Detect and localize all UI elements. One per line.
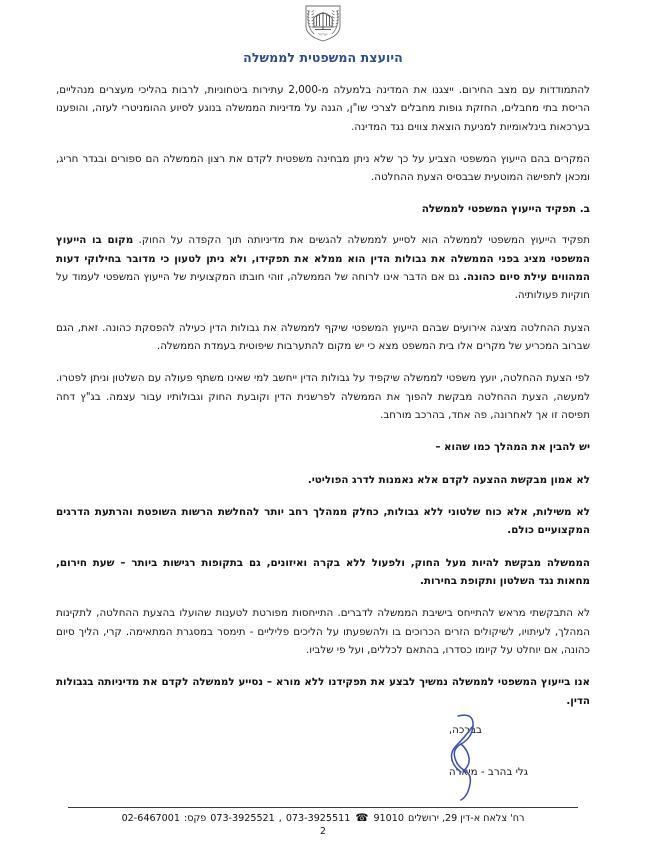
paragraph-3-emphasis: מקום בו הייעוץ המשפטי מציג בפני הממשלה את גבולות הדין הוא ממלא את תפקידו, ולא ניתן לטעון כי מדובר בחילוקי דעות המהווים עילת סיום כהונה. [56, 234, 590, 283]
page-number: 2 [320, 826, 326, 837]
paragraph-2: המקרים בהם הייעוץ המשפטי הצביע על כך שלא ניתן מבחינה משפטית לקדם את רצון הממשלה הם ספורים ובגדר חריג, ומכאן לתפישה המוטעית שבבסיס הצעת ההחלטה. [56, 152, 590, 184]
paragraph-3-post: גם אם הדבר אינו לרוחה של הממשלה, זוהי חובתו המקצועית של הייעוץ המשפטי לעמוד על חוקיות פעולותיה. [56, 270, 590, 302]
footer-phone-2: 073-3925521 [210, 813, 275, 824]
footer-fax-label: פקס: [183, 813, 207, 824]
bold-statement-4: הממשלה מבקשת להיות מעל החוק, ולפעול ללא בקרה ואיזונים, גם בתקופות רגישות ביותר – שעת חירום, מחאות נגד השלטון ותקופת בחירות. [56, 556, 590, 587]
footer-separator: , [278, 813, 282, 824]
footer-contact-line [0, 813, 646, 824]
footer-zip: 91010 [373, 813, 404, 824]
signature-greeting: בברכה, [448, 723, 482, 736]
footer-address: רח' צלאח א-דין 29, ירושלים [407, 813, 525, 824]
footer-fax-number: 02-6467001 [121, 813, 180, 824]
signature-name: גלי בהרב - מיארה [448, 765, 528, 778]
section-heading-b: ב. תפקיד הייעוץ המשפטי לממשלה [421, 202, 590, 215]
signature-block [56, 724, 590, 802]
paragraph-3 [56, 231, 590, 304]
israel-state-emblem-icon [300, 4, 346, 44]
paragraph-3-pre: תפקיד הייעוץ המשפטי לממשלה הוא לסייע לממשלה להגשים את מדיניותה תוך הקפדה על החוק. [133, 234, 591, 247]
phone-icon: ☎ [355, 812, 369, 824]
paragraph-1: להתמודדות עם מצב החירום. ייצגנו את המדינה בלמעלה מ-2,000 עתירות ביטחוניות, לרבות בהליכי מעצרים מנהליים, הריסת בתי מחבלים, החזקת גופות מחבלים לצרכי שו"ן, הגנה על מדיניות הממשלה בנוגע לסיוע ההומניטרי לעזה, והופענו בערכאות בינלאומיות למניעת הוצאת צווים נגד המדינה. [56, 84, 591, 133]
bold-statement-5: אנו בייעוץ המשפטי לממשלה נמשיך לבצע את תפקידנו ללא מורא – נסייע לממשלה לקדם את מדיניותה בגבולות הדין. [56, 676, 590, 707]
footer-phone-1: 073-3925511 [285, 813, 351, 824]
document-body [0, 65, 646, 802]
paragraph-6: לא התבקשתי מראש להתייחס בישיבת הממשלה לדברים. התייחסות מפורטת לטענות שהועלו בהצעת ההחלטה, לתקינות המהלך, לעיתויו, לשיקולים הזרים הכרוכים בו ולהשפעתו על הליכים פליליים - תימסר במסגרת המתאימה. קרי, הליך סיום כהונה, אם יוחלט על קיומו כסדרו, בהתאם לכללים, ועל פי שלביו. [56, 607, 590, 656]
paragraph-4: הצעת ההחלטה מציגה אירועים שבהם הייעוץ המשפטי שיקף לממשלה את גבולות הדין כעילה להפסקת כהונה. זאת, הגם שברוב המכריע של מקרים אלו בית המשפט מצא כי יש מקום להתערבות שיפוטית בעמדת הממשלה. [56, 321, 590, 352]
page-title: היועצת המשפטית לממשלה [243, 50, 403, 65]
document-footer [0, 807, 646, 837]
paragraph-5: לפי הצעת ההחלטה, יועץ משפטי לממשלה שיקפיד על גבולות הדין ייחשב למי שאינו משתף פעולה עם השלטון וניתן לפטרו. למעשה, הצעת ההחלטה מבקשת להפוך את הממשלה לפרשנית הדין וקובעת החוק וגבולותיו עבור עצמה. בג"ץ דחה תפיסה זו אך לאחרונה, פה אחד, בהרכב מורחב. [56, 372, 590, 421]
bold-statement-2: לא אמון מבקשת ההצעה לקדם אלא נאמנות לדרג הפוליטי. [307, 473, 590, 486]
document-header [0, 0, 646, 65]
bold-statement-3: לא משילות, אלא כוח שלטוני ללא גבולות, כחלק ממהלך רחב יותר להחלשת הרשות השופטת והרתעת הדרגים המקצועיים כולם. [56, 505, 590, 537]
bold-statement-1: יש להבין את המהלך כמו שהוא – [435, 441, 590, 454]
footer-divider [68, 807, 578, 808]
emblem-caption: ישראל [318, 32, 328, 37]
